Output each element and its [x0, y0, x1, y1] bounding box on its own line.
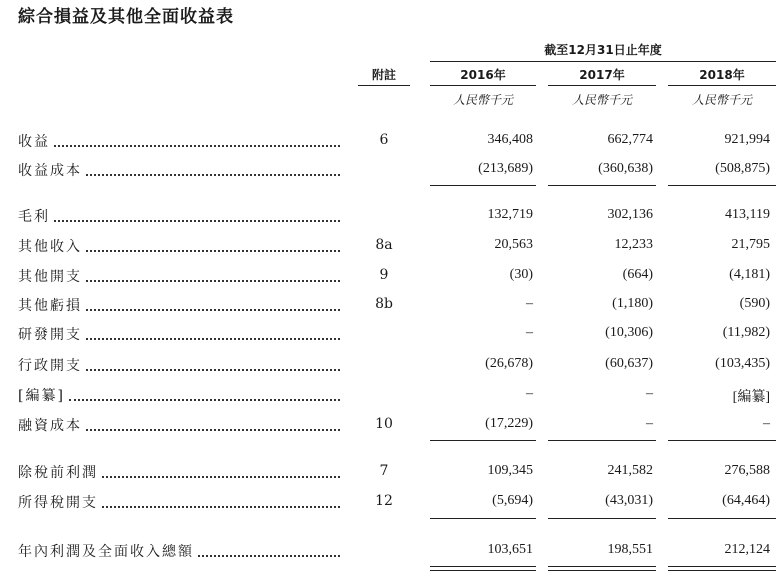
table-row	[0, 235, 782, 257]
subtotal-rule-2016	[430, 185, 536, 186]
table-row	[0, 159, 782, 181]
subtotal-rule-2018	[668, 440, 776, 441]
row-label: 收益成本	[18, 159, 340, 181]
year-header-rule-2018	[668, 85, 776, 86]
row-note: 10	[375, 416, 393, 432]
row-label: 毛利	[18, 205, 340, 227]
subtotal-rule-2017	[548, 518, 656, 519]
row-note: 8a	[375, 237, 393, 253]
value-2017: (10,306)	[605, 325, 653, 340]
value-2018: 212,124	[724, 542, 770, 557]
value-2018: (4,181)	[729, 267, 770, 282]
unit-label-2016: 人民幣千元	[452, 93, 513, 107]
total-double-rule-2017	[548, 566, 656, 567]
table-row	[0, 205, 782, 227]
value-2018: (11,982)	[722, 325, 770, 340]
period-underline	[430, 61, 776, 62]
table-row	[0, 414, 782, 436]
value-2016: 109,345	[487, 463, 533, 478]
value-2018: (103,435)	[715, 356, 770, 371]
value-2017: (664)	[622, 267, 653, 282]
row-label: [編纂]	[18, 384, 340, 406]
row-note: 12	[375, 493, 393, 509]
value-2018: 21,795	[731, 237, 770, 252]
row-label: 收益	[18, 130, 340, 152]
value-2018: 276,588	[724, 463, 770, 478]
value-2017: (1,180)	[612, 296, 653, 311]
table-row	[0, 540, 782, 562]
note-header-rule	[358, 85, 410, 86]
unit-label-2017: 人民幣千元	[571, 93, 632, 107]
value-2017: 662,774	[607, 132, 653, 147]
row-label: 其他收入	[18, 235, 340, 257]
value-2018: [編纂]	[732, 390, 770, 405]
row-label: 融資成本	[18, 414, 340, 436]
row-label: 行政開支	[18, 354, 340, 376]
value-2016: 346,408	[487, 132, 533, 147]
value-2018: (64,464)	[722, 493, 770, 508]
year-header-2018: 2018年	[699, 68, 745, 82]
value-2016: (26,678)	[485, 356, 533, 371]
total-double-rule-2018	[668, 566, 776, 567]
value-2017: (360,638)	[598, 161, 653, 176]
year-header-rule-2016	[430, 85, 536, 86]
year-header-2017: 2017年	[579, 68, 625, 82]
total-double-rule-2016	[430, 566, 536, 567]
value-2018: (508,875)	[715, 161, 770, 176]
value-2017: 302,136	[607, 207, 653, 222]
row-note: 8b	[375, 296, 393, 312]
value-2016: (213,689)	[478, 161, 533, 176]
value-2016: (5,694)	[492, 493, 533, 508]
table-row	[0, 265, 782, 287]
subtotal-rule-2018	[668, 185, 776, 186]
value-2017: (60,637)	[605, 356, 653, 371]
row-note: 7	[379, 463, 389, 479]
table-row	[0, 354, 782, 376]
total-double-rule-2018	[668, 570, 776, 571]
value-2016: 103,651	[487, 542, 533, 557]
value-2017: –	[646, 416, 653, 431]
table-row	[0, 323, 782, 345]
value-2016: –	[526, 386, 533, 401]
table-row	[0, 384, 782, 406]
value-2018: 413,119	[725, 207, 770, 222]
note-column-header: 附註	[371, 68, 396, 82]
row-label: 研發開支	[18, 323, 340, 345]
table-row	[0, 461, 782, 483]
value-2018: –	[763, 416, 770, 431]
row-label: 除稅前利潤	[18, 461, 340, 483]
subtotal-rule-2016	[430, 440, 536, 441]
value-2016: –	[526, 325, 533, 340]
period-header: 截至12月31日止年度	[544, 43, 662, 57]
subtotal-rule-2017	[548, 440, 656, 441]
value-2016: –	[526, 296, 533, 311]
value-2018: 921,994	[724, 132, 770, 147]
value-2016: 20,563	[494, 237, 533, 252]
table-row	[0, 294, 782, 316]
value-2016: 132,719	[487, 207, 533, 222]
value-2018: (590)	[739, 296, 770, 311]
value-2017: (43,031)	[605, 493, 653, 508]
subtotal-rule-2017	[548, 185, 656, 186]
value-2016: (17,229)	[485, 416, 533, 431]
value-2017: 198,551	[607, 542, 653, 557]
row-note: 6	[379, 132, 389, 148]
value-2017: 12,233	[614, 237, 653, 252]
row-label: 其他虧損	[18, 294, 340, 316]
total-double-rule-2017	[548, 570, 656, 571]
table-row	[0, 491, 782, 513]
unit-label-2018: 人民幣千元	[691, 93, 752, 107]
value-2017: –	[646, 386, 653, 401]
row-note: 9	[379, 267, 389, 283]
row-label: 其他開支	[18, 265, 340, 287]
year-header-rule-2017	[548, 85, 656, 86]
row-label: 所得稅開支	[18, 491, 340, 513]
table-row	[0, 130, 782, 152]
row-label: 年內利潤及全面收入總額	[18, 540, 340, 562]
subtotal-rule-2016	[430, 518, 536, 519]
year-header-2016: 2016年	[460, 68, 506, 82]
subtotal-rule-2018	[668, 518, 776, 519]
value-2017: 241,582	[607, 463, 653, 478]
value-2016: (30)	[509, 267, 533, 282]
statement-title: 綜合損益及其他全面收益表	[18, 7, 234, 27]
total-double-rule-2016	[430, 570, 536, 571]
